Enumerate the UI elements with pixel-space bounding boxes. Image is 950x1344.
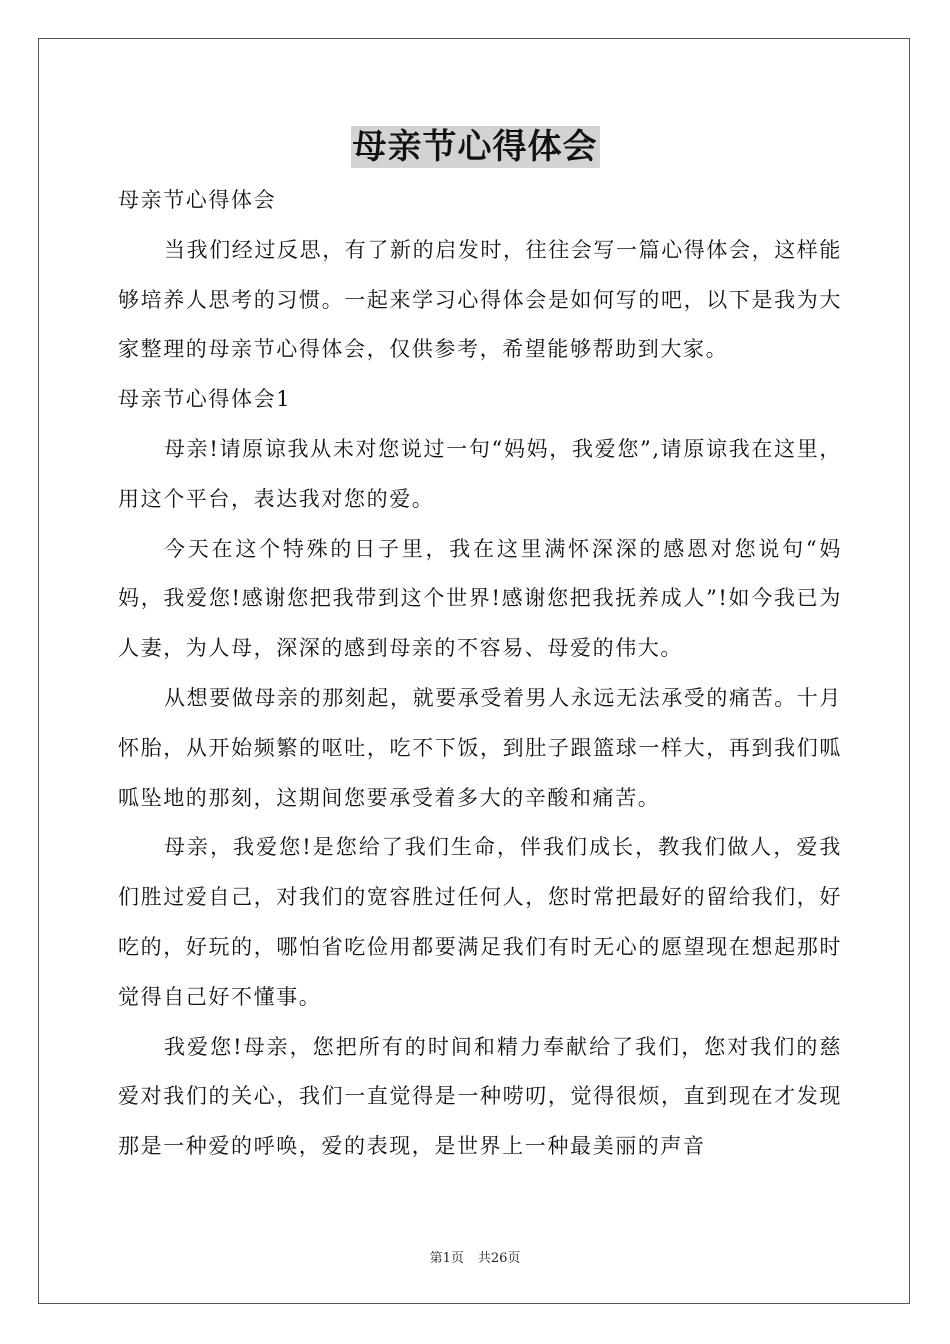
body-paragraph: 从想要做母亲的那刻起，就要承受着男人永远无法承受的痛苦。十月怀胎，从开始频繁的呕吐，吃不下饭，到肚子跟篮球一样大，再到我们呱呱坠地的那刻，这期间您要承受着多大的辛酸和痛苦。 (118, 685, 842, 810)
page-number: 第1页 (429, 1251, 464, 1266)
body-paragraph: 今天在这个特殊的日子里，我在这里满怀深深的感恩对您说句“妈妈，我爱您!感谢您把我带到这个世界!感谢您把我抚养成人”!如今我已为人妻，为人母，深深的感到母亲的不容易、母爱的伟大。 (118, 536, 842, 661)
body-paragraph: 母亲，我爱您!是您给了我们生命，伴我们成长，教我们做人，爱我们胜过爱自己，对我们的宽容胜过任何人，您时常把最好的留给我们，好吃的，好玩的，哪怕省吃俭用都要满足我们有时无心的愿望现在想起那时觉得自己好不懂事。 (118, 835, 842, 1009)
title-container (0, 126, 950, 168)
page-footer (0, 1247, 950, 1266)
section-heading: 母亲节心得体会1 (118, 387, 292, 412)
page-total: 共26页 (477, 1251, 521, 1266)
body-paragraph: 母亲!请原谅我从未对您说过一句“妈妈，我爱您”,请原谅我在这里，用这个平台，表达我对您的爱。 (118, 436, 842, 511)
intro-paragraph: 当我们经过反思，有了新的启发时，往往会写一篇心得体会，这样能够培养人思考的习惯。一起来学习心得体会是如何写的吧，以下是我为大家整理的母亲节心得体会，仅供参考，希望能够帮助到大家。 (118, 237, 842, 362)
document-title: 母亲节心得体会 (352, 127, 598, 167)
document-body (118, 176, 842, 1172)
body-paragraph: 我爱您!母亲，您把所有的时间和精力奉献给了我们，您对我们的慈爱对我们的关心，我们一直觉得是一种唠叨，觉得很烦，直到现在才发现那是一种爱的呼唤，爱的表现，是世界上一种最美丽的声音 (118, 1034, 842, 1159)
subtitle-line: 母亲节心得体会 (118, 188, 277, 212)
